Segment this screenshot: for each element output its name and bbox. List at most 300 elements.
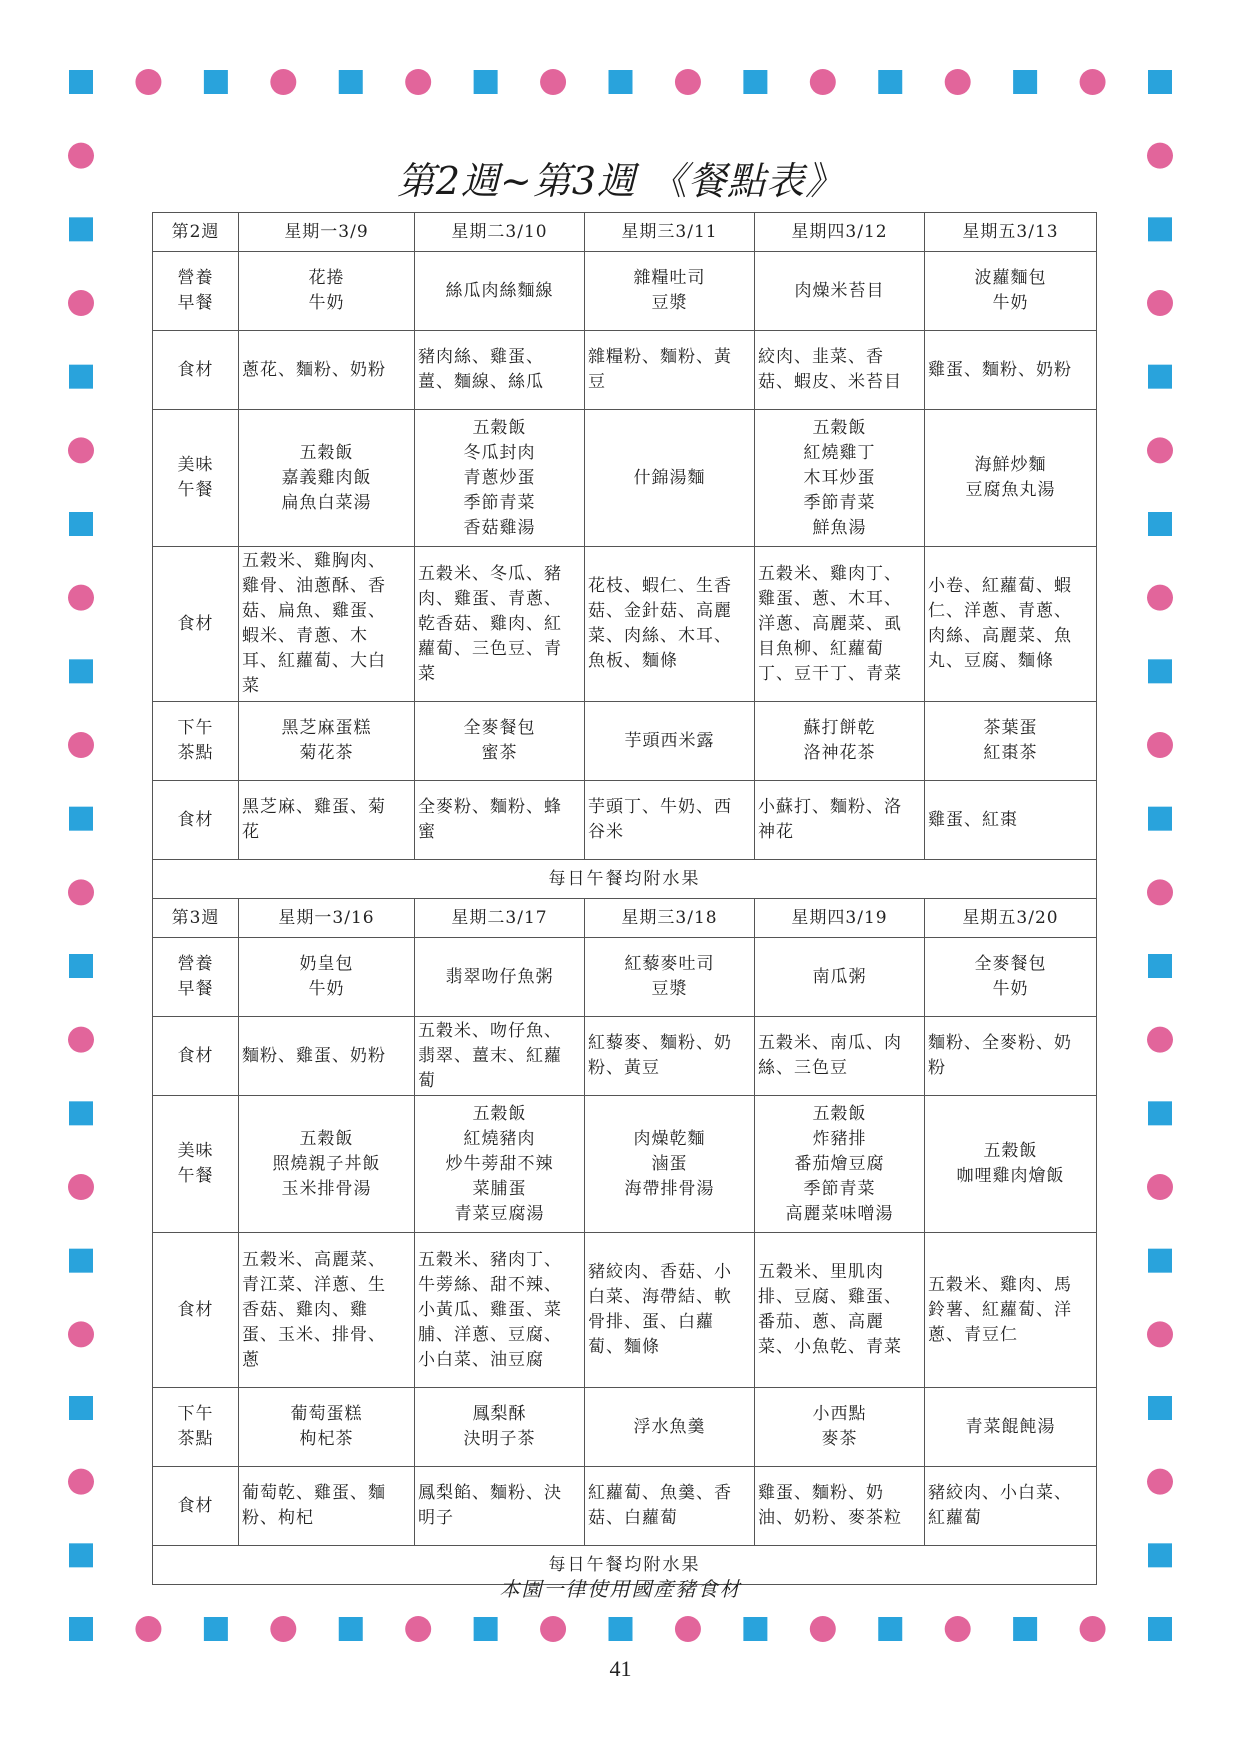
day-header: 星期四3/12 [755, 213, 925, 252]
square-dot [1148, 1617, 1172, 1641]
cell-line: 菜 [418, 663, 436, 684]
menu-cell [415, 1096, 585, 1233]
square-dot [1148, 1543, 1172, 1567]
square-dot [1148, 1249, 1172, 1273]
cell-line: 肉燥乾麵 [633, 1128, 706, 1149]
menu-cell [415, 410, 585, 547]
cell-line: 豬肉絲、雞蛋、 [418, 347, 544, 367]
menu-cell [415, 252, 585, 331]
ingredients-cell [755, 547, 925, 702]
cell-line: 蔥 [242, 1349, 260, 1370]
cell-line: 蝦米、青蔥、木 [242, 626, 368, 646]
square-dot [1148, 807, 1172, 831]
cell-line: 五穀飯 [299, 1128, 354, 1149]
menu-cell [585, 1096, 755, 1233]
day-header: 星期二3/17 [415, 899, 585, 938]
cell-line: 鳳梨酥 [472, 1404, 527, 1424]
cell-line: 五穀飯 [812, 1103, 867, 1124]
menu-cell [925, 702, 1097, 781]
cell-line: 五穀米、冬瓜、豬 [418, 563, 562, 584]
cell-line: 番茄燴豆腐 [794, 1153, 885, 1174]
square-dot [69, 365, 93, 389]
circle-dot [1147, 1027, 1173, 1053]
cell-line: 豬絞肉、香菇、小 [588, 1262, 732, 1282]
square-dot [878, 70, 902, 94]
cell-line: 季節青菜 [803, 492, 876, 513]
circle-dot [1147, 1469, 1173, 1495]
cell-line: 食材 [177, 1299, 214, 1320]
circle-dot [540, 69, 566, 95]
cell-line: 青江菜、洋蔥、生 [242, 1274, 386, 1295]
square-dot [1148, 512, 1172, 536]
menu-row [153, 1096, 1097, 1233]
cell-line: 海帶排骨湯 [624, 1178, 715, 1199]
cell-line: 五穀米、豬肉丁、 [418, 1249, 562, 1270]
cell-line: 鳳梨餡、麵粉、決 [418, 1483, 562, 1503]
cell-line: 絞肉、韭菜、香 [758, 347, 884, 367]
cell-line: 高麗菜味噌湯 [785, 1203, 894, 1224]
cell-line: 丁、豆干丁、青菜 [758, 663, 902, 684]
row-label [153, 1388, 239, 1467]
ingredients-cell [415, 331, 585, 410]
ingredients-cell [585, 547, 755, 702]
circle-dot [68, 1027, 94, 1053]
cell-line: 扁魚白菜湯 [281, 492, 372, 513]
circle-dot [1080, 1616, 1106, 1642]
note-row [153, 860, 1097, 899]
circle-dot [945, 69, 971, 95]
cell-line: 五穀飯 [472, 417, 527, 438]
cell-line: 菜脯蛋 [472, 1178, 527, 1199]
cell-line: 五穀米、里肌肉 [758, 1262, 884, 1282]
cell-line: 咖哩雞肉燴飯 [956, 1166, 1065, 1186]
circle-dot [405, 1616, 431, 1642]
day-header: 星期一3/16 [239, 899, 415, 938]
cell-line: 五穀米、雞肉丁、 [758, 563, 902, 584]
ingredients-cell [585, 1467, 755, 1546]
menu-row [153, 252, 1097, 331]
cell-line: 芋頭丁、牛奶、西 [588, 797, 732, 817]
cell-line: 營養 [177, 268, 214, 288]
ingredients-cell [925, 547, 1097, 702]
row-label [153, 252, 239, 331]
cell-line: 照燒親子丼飯 [272, 1153, 381, 1174]
ingredients-cell [585, 1017, 755, 1096]
menu-cell [755, 702, 925, 781]
cell-line: 小黃瓜、雞蛋、菜 [418, 1299, 562, 1320]
cell-line: 紅蘿蔔 [928, 1508, 982, 1528]
footer-note: 本園一律使用國產豬食材 [499, 1577, 742, 1601]
menu-row [153, 1467, 1097, 1546]
menu-row [153, 1017, 1097, 1096]
square-dot [743, 70, 767, 94]
cell-line: 食材 [177, 1045, 214, 1066]
circle-dot [1080, 69, 1106, 95]
ingredients-cell [925, 781, 1097, 860]
square-dot [69, 217, 93, 241]
menu-row [153, 1388, 1097, 1467]
ingredients-cell [925, 1017, 1097, 1096]
cell-line: 小卷、紅蘿蔔、蝦 [928, 576, 1072, 596]
cell-line: 麵粉、全麥粉、奶 [928, 1033, 1072, 1053]
cell-line: 脯、洋蔥、豆腐、 [418, 1324, 562, 1345]
cell-line: 花捲 [308, 268, 345, 288]
cell-line: 肉絲、高麗菜、魚 [928, 626, 1072, 646]
cell-line: 全麥餐包 [974, 954, 1047, 974]
cell-line: 雞蛋、蔥、木耳、 [758, 588, 902, 609]
cell-line: 谷米 [588, 822, 624, 842]
cell-line: 蜜 [418, 822, 436, 842]
menu-cell [239, 252, 415, 331]
cell-line: 白菜、海帶結、軟 [588, 1287, 732, 1307]
circle-dot [945, 1616, 971, 1642]
cell-line: 菜、小魚乾、青菜 [758, 1337, 902, 1357]
cell-line: 小蘇打、麵粉、洛 [758, 797, 902, 817]
cell-line: 牛奶 [308, 293, 345, 313]
circle-dot [68, 1469, 94, 1495]
square-dot [1148, 1101, 1172, 1125]
circle-dot [1147, 732, 1173, 758]
circle-dot [1147, 1321, 1173, 1347]
cell-line: 仁、洋蔥、青蔥、 [928, 601, 1072, 621]
ingredients-cell [925, 1233, 1097, 1388]
row-label [153, 331, 239, 410]
cell-line: 油、奶粉、麥茶粒 [758, 1508, 902, 1528]
cell-line: 黑芝麻蛋糕 [281, 718, 372, 738]
menu-cell [925, 1388, 1097, 1467]
row-label [153, 938, 239, 1017]
week-header-row [153, 899, 1097, 938]
cell-line: 菇、白蘿蔔 [588, 1508, 678, 1528]
cell-line: 魚板、麵條 [588, 651, 678, 671]
menu-row [153, 702, 1097, 781]
ingredients-cell [415, 781, 585, 860]
cell-line: 小西點 [812, 1404, 867, 1424]
cell-line: 五穀米、雞胸肉、 [242, 551, 386, 571]
circle-dot [1147, 437, 1173, 463]
cell-line: 耳、紅蘿蔔、大白 [242, 651, 386, 671]
day-header: 星期二3/10 [415, 213, 585, 252]
cell-line: 什錦湯麵 [633, 467, 706, 488]
menu-cell [239, 702, 415, 781]
square-dot [1013, 70, 1037, 94]
menu-cell [925, 252, 1097, 331]
day-header: 星期四3/19 [755, 899, 925, 938]
square-dot [1148, 217, 1172, 241]
circle-dot [135, 69, 161, 95]
cell-line: 香菇、雞肉、雞 [242, 1299, 368, 1320]
cell-line: 菜、肉絲、木耳、 [588, 626, 732, 646]
cell-line: 花枝、蝦仁、生香 [588, 576, 732, 596]
cell-line: 紅蘿蔔、魚羹、香 [588, 1483, 732, 1503]
cell-line: 五穀米、南瓜、肉 [758, 1033, 902, 1053]
fruit-note: 每日午餐均附水果 [153, 1546, 1097, 1585]
cell-line: 下午 [177, 1404, 214, 1424]
cell-line: 翡翠、薑末、紅蘿 [418, 1045, 562, 1066]
row-label [153, 547, 239, 702]
menu-cell [925, 410, 1097, 547]
circle-dot [68, 1321, 94, 1347]
cell-line: 青菜餛飩湯 [965, 1416, 1056, 1437]
cell-line: 紅棗茶 [983, 743, 1038, 763]
cell-line: 雞蛋、紅棗 [928, 809, 1018, 830]
circle-dot [270, 69, 296, 95]
cell-line: 決明子茶 [463, 1429, 536, 1449]
day-header: 星期五3/20 [925, 899, 1097, 938]
ingredients-cell [239, 331, 415, 410]
cell-line: 薑、麵線、絲瓜 [418, 372, 544, 392]
cell-line: 五穀米、雞肉、馬 [928, 1274, 1072, 1295]
ingredients-cell [585, 331, 755, 410]
cell-line: 雞蛋、麵粉、奶 [758, 1483, 884, 1503]
cell-line: 神花 [758, 822, 794, 842]
cell-line: 絲瓜肉絲麵線 [445, 280, 554, 301]
cell-line: 排、豆腐、雞蛋、 [758, 1287, 902, 1307]
cell-line: 紅燒雞丁 [803, 442, 876, 463]
cell-line: 冬瓜封肉 [463, 442, 536, 463]
square-dot [609, 1617, 633, 1641]
square-dot [69, 807, 93, 831]
square-dot [69, 512, 93, 536]
cell-line: 茶點 [177, 743, 214, 763]
square-dot [339, 70, 363, 94]
fruit-note: 每日午餐均附水果 [153, 860, 1097, 899]
menu-row [153, 410, 1097, 547]
cell-line: 番茄、蔥、高麗 [758, 1312, 884, 1332]
row-label [153, 702, 239, 781]
square-dot [69, 1101, 93, 1125]
cell-line: 雜糧吐司 [633, 268, 706, 288]
cell-line: 骨排、蛋、白蘿 [588, 1312, 714, 1332]
ingredients-cell [755, 1017, 925, 1096]
cell-line: 季節青菜 [803, 1178, 876, 1199]
cell-line: 牛奶 [308, 979, 345, 999]
ingredients-cell [585, 781, 755, 860]
cell-line: 五穀飯 [299, 442, 354, 463]
square-dot [609, 70, 633, 94]
square-dot [474, 70, 498, 94]
menu-cell [585, 938, 755, 1017]
circle-dot [1147, 1174, 1173, 1200]
row-label [153, 1233, 239, 1388]
menu-row [153, 1233, 1097, 1388]
menu-cell [415, 938, 585, 1017]
cell-line: 花 [242, 822, 260, 842]
cell-line: 蛋、玉米、排骨、 [242, 1324, 386, 1345]
cell-line: 小白菜、油豆腐 [418, 1349, 544, 1370]
week-label: 第3週 [153, 899, 239, 938]
cell-line: 早餐 [177, 979, 214, 999]
cell-line: 波蘿麵包 [974, 268, 1047, 288]
cell-line: 明子 [418, 1508, 454, 1528]
cell-line: 粉、黃豆 [588, 1058, 660, 1078]
ingredients-cell [239, 1233, 415, 1388]
cell-line: 菊花茶 [299, 743, 354, 763]
cell-line: 洋蔥、高麗菜、虱 [758, 613, 902, 634]
ingredients-cell [239, 781, 415, 860]
ingredients-cell [415, 1233, 585, 1388]
square-dot [1148, 659, 1172, 683]
cell-line: 肉燥米苔目 [794, 280, 885, 301]
cell-line: 牛蒡絲、甜不辣、 [418, 1274, 562, 1295]
cell-line: 奶皇包 [299, 954, 354, 974]
cell-line: 下午 [177, 718, 214, 738]
menu-cell [585, 252, 755, 331]
circle-dot [68, 879, 94, 905]
ingredients-cell [415, 1467, 585, 1546]
circle-dot [675, 1616, 701, 1642]
day-header: 星期三3/11 [585, 213, 755, 252]
page-title: 第2週~第3週 《餐點表》 [396, 159, 845, 203]
menu-cell [239, 1096, 415, 1233]
cell-line: 蘿蔔、三色豆、青 [418, 638, 562, 659]
cell-line: 麥茶 [821, 1429, 858, 1449]
cell-line: 丸、豆腐、麵條 [928, 651, 1054, 671]
cell-line: 紅燒豬肉 [463, 1128, 536, 1149]
menu-cell [755, 938, 925, 1017]
circle-dot [68, 1174, 94, 1200]
square-dot [204, 1617, 228, 1641]
menu-cell [755, 410, 925, 547]
cell-line: 葡萄蛋糕 [290, 1404, 363, 1424]
cell-line: 蔥花、麵粉、奶粉 [242, 359, 386, 380]
menu-cell [925, 1096, 1097, 1233]
menu-cell [239, 1388, 415, 1467]
cell-line: 菇、扁魚、雞蛋、 [242, 601, 386, 621]
circle-dot [810, 1616, 836, 1642]
cell-line: 食材 [177, 359, 214, 380]
square-dot [69, 1396, 93, 1420]
circle-dot [68, 437, 94, 463]
cell-line: 食材 [177, 613, 214, 634]
cell-line: 五穀飯 [983, 1141, 1038, 1161]
menu-cell [239, 410, 415, 547]
cell-line: 炸豬排 [812, 1128, 867, 1149]
cell-line: 枸杞茶 [299, 1429, 354, 1449]
cell-line: 乾香菇、雞肉、紅 [418, 613, 562, 634]
circle-dot [405, 69, 431, 95]
square-dot [1148, 70, 1172, 94]
menu-cell [585, 702, 755, 781]
cell-line: 粉 [928, 1058, 946, 1078]
square-dot [69, 954, 93, 978]
ingredients-cell [755, 1467, 925, 1546]
cell-line: 牛奶 [992, 293, 1029, 313]
week-header-row [153, 213, 1097, 252]
cell-line: 茶點 [177, 1429, 214, 1449]
cell-line: 早餐 [177, 293, 214, 313]
square-dot [1148, 954, 1172, 978]
ingredients-cell [415, 547, 585, 702]
cell-line: 粉、枸杞 [242, 1508, 314, 1528]
cell-line: 食材 [177, 809, 214, 830]
menu-cell [925, 938, 1097, 1017]
ingredients-cell [239, 1017, 415, 1096]
day-header: 星期一3/9 [239, 213, 415, 252]
circle-dot [675, 69, 701, 95]
cell-line: 豆 [588, 372, 606, 392]
row-label [153, 1467, 239, 1546]
cell-line: 食材 [177, 1495, 214, 1516]
square-dot [69, 659, 93, 683]
cell-line: 午餐 [177, 1166, 214, 1186]
ingredients-cell [755, 781, 925, 860]
circle-dot [270, 1616, 296, 1642]
cell-line: 海鮮炒麵 [974, 455, 1047, 475]
circle-dot [68, 732, 94, 758]
circle-dot [68, 290, 94, 316]
row-label [153, 410, 239, 547]
cell-line: 洛神花茶 [803, 743, 876, 763]
day-header: 星期三3/18 [585, 899, 755, 938]
circle-dot [135, 1616, 161, 1642]
menu-cell [239, 938, 415, 1017]
page-number: 41 [609, 1656, 632, 1681]
cell-line: 麵粉、雞蛋、奶粉 [242, 1045, 386, 1066]
cell-line: 雞骨、油蔥酥、香 [242, 576, 386, 596]
cell-line: 五穀米、高麗菜、 [242, 1249, 386, 1270]
cell-line: 菜 [242, 676, 260, 696]
menu-cell [755, 1096, 925, 1233]
square-dot [69, 1543, 93, 1567]
cell-line: 翡翠吻仔魚粥 [445, 966, 554, 987]
circle-dot [1147, 585, 1173, 611]
cell-line: 玉米排骨湯 [281, 1178, 372, 1199]
ingredients-cell [239, 547, 415, 702]
square-dot [204, 70, 228, 94]
cell-line: 豆漿 [651, 293, 688, 313]
meal-schedule-table [152, 212, 1097, 1585]
cell-line: 豬絞肉、小白菜、 [928, 1483, 1072, 1503]
cell-line: 全麥餐包 [463, 718, 536, 738]
cell-line: 目魚柳、紅蘿蔔 [758, 638, 884, 659]
row-label [153, 1017, 239, 1096]
cell-line: 青蔥炒蛋 [463, 467, 536, 488]
square-dot [878, 1617, 902, 1641]
menu-cell [585, 410, 755, 547]
menu-row [153, 331, 1097, 410]
cell-line: 五穀飯 [812, 417, 867, 438]
cell-line: 午餐 [177, 480, 214, 500]
cell-line: 蜜茶 [481, 743, 518, 763]
ingredients-cell [239, 1467, 415, 1546]
cell-line: 菇、蝦皮、米苔目 [758, 372, 902, 392]
square-dot [1013, 1617, 1037, 1641]
ingredients-cell [755, 1233, 925, 1388]
cell-line: 五穀飯 [472, 1103, 527, 1124]
circle-dot [1147, 290, 1173, 316]
cell-line: 青菜豆腐湯 [454, 1203, 545, 1224]
menu-row [153, 781, 1097, 860]
row-label [153, 1096, 239, 1233]
circle-dot [68, 585, 94, 611]
cell-line: 南瓜粥 [812, 966, 867, 987]
menu-cell [415, 1388, 585, 1467]
cell-line: 滷蛋 [651, 1153, 688, 1174]
ingredients-cell [925, 1467, 1097, 1546]
menu-row [153, 547, 1097, 702]
cell-line: 全麥粉、麵粉、蜂 [418, 797, 562, 817]
circle-dot [810, 69, 836, 95]
circle-dot [540, 1616, 566, 1642]
cell-line: 五穀米、吻仔魚、 [418, 1020, 562, 1041]
cell-line: 營養 [177, 954, 214, 974]
cell-line: 牛奶 [992, 979, 1029, 999]
square-dot [69, 1249, 93, 1273]
circle-dot [1147, 879, 1173, 905]
square-dot [69, 70, 93, 94]
ingredients-cell [585, 1233, 755, 1388]
